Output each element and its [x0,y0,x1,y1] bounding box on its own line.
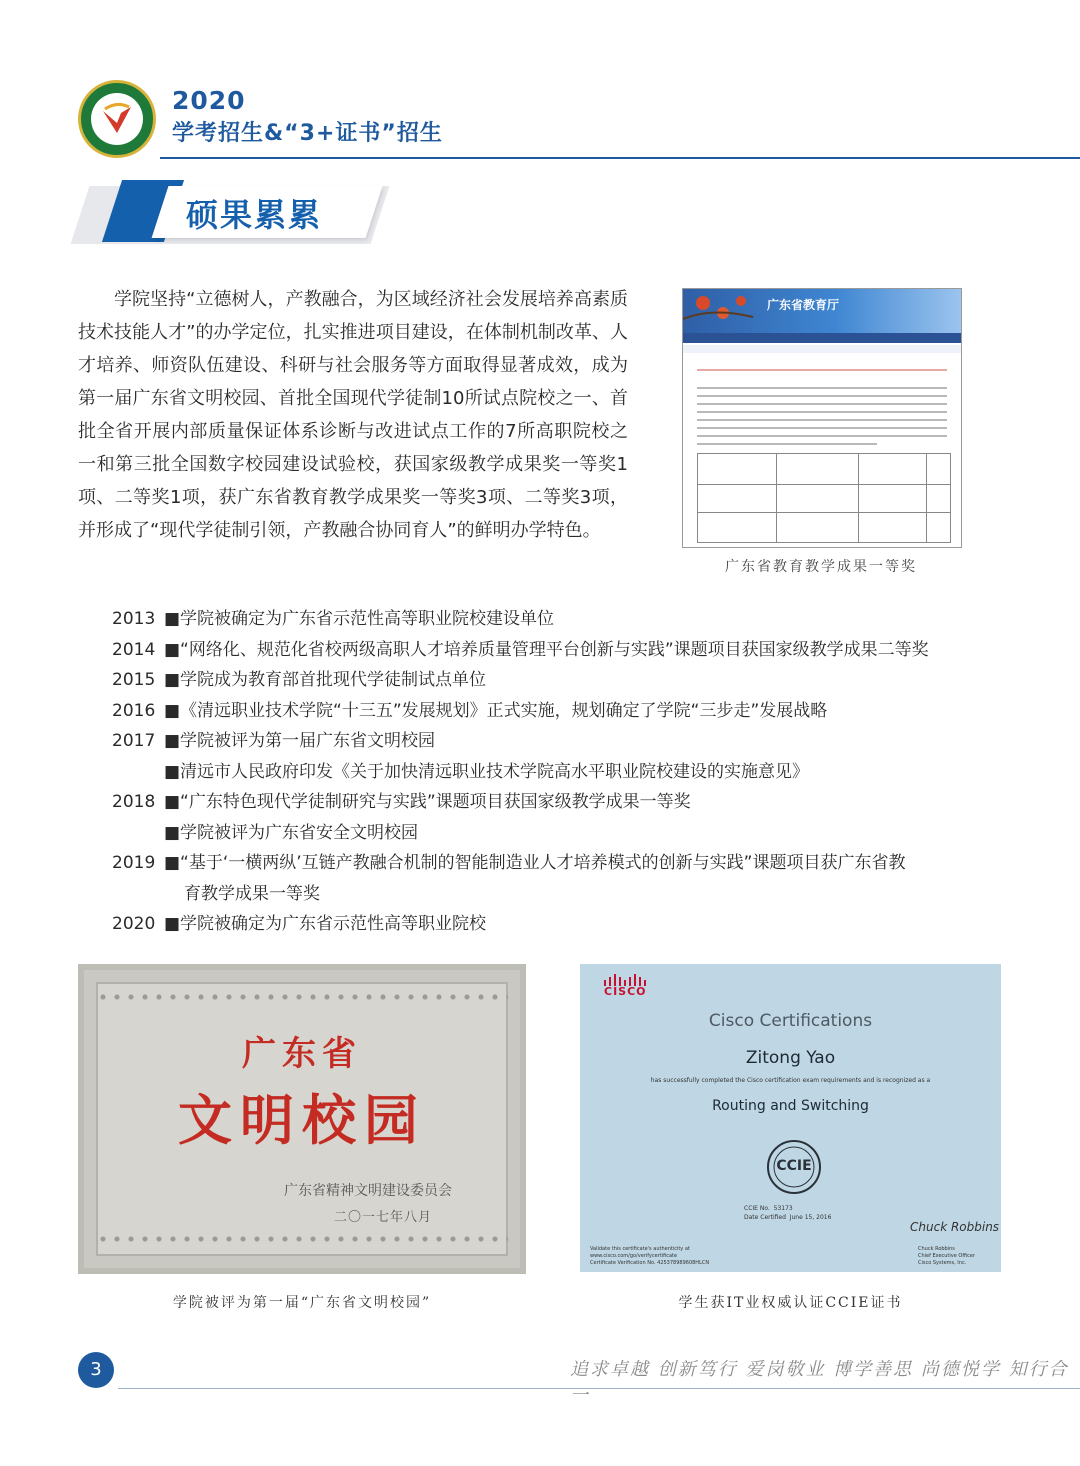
date-label: Date Certified [744,1214,786,1221]
section-title: 硕果累累 [186,196,323,234]
plaque-province: 广东省 [242,1034,362,1074]
edu-breadcrumb-bar [683,345,961,353]
cert-track: Routing and Switching [712,1098,869,1114]
timeline-text: ■学院被评为广东省安全文明校园 [164,822,419,843]
date-certified: June 15, 2016 [789,1214,832,1221]
signature: Chuck Robbins [910,1220,1000,1234]
edu-nav-bar [683,333,961,343]
cert-title: Cisco Certifications [708,1011,873,1031]
timeline-year: 2016 [112,700,156,721]
civilized-campus-plaque [78,964,526,1274]
timeline-year [112,879,154,910]
timeline-text: ■学院被确定为广东省示范性高等职业院校 [164,914,487,934]
timeline-year: 2014 [112,639,156,660]
header-year: 2020 [172,86,246,115]
timeline-row [112,909,1012,940]
verify-line: Certificate Verification No. 425378989608HLCN [590,1260,710,1266]
intro-paragraph: 学院坚持“立德树人，产教融合，为区域经济社会发展培养高素质技术技能人才”的办学定位，扎实推进项目建设，在体制机制改革、人才培养、师资队伍建设、科研与社会服务等方面取得显著成效，成为第一届广东省文明校园、首批全国现代学徒制10所试点院校之一、首批全省开展内部质量保证体系诊断与改进试点工作的7所高职院校之一和第三批全国数字校园建设试验校，获国家级教学成果奖一等奖1项、二等奖1项，获广东省教育教学成果奖一等奖3项、二等奖3项，并形成了“现代学徒制引领，产教融合协同育人”的鲜明办学特色。 [78,289,628,541]
timeline-text: ■学院成为教育部首批现代学徒制试点单位 [164,670,487,690]
flower-branch-icon [683,289,763,333]
plaque-date: 二〇一七年八月 [334,1210,433,1225]
timeline-row [112,635,1012,666]
timeline-year [112,818,154,849]
timeline-row [112,665,1012,696]
edu-image-caption: 广东省教育教学成果一等奖 [725,559,917,575]
edu-text-line [697,403,947,405]
timeline-year: 2020 [112,914,156,934]
ccie-certificate [580,964,1001,1272]
timeline-row [112,848,1012,879]
college-motto: 追求卓越 创新笃行 爱岗敬业 博学善思 尚德悦学 知行合一 [570,1359,1069,1406]
timeline-row [112,696,1012,727]
timeline-year: 2013 [112,609,156,629]
edu-text-line [697,419,947,421]
edu-doc-title-line [697,369,947,371]
plaque-border-ornament [96,1234,508,1244]
timeline-year: 2018 [112,792,156,812]
timeline-text: ■《清远职业技术学院“十三五”发展规划》正式实施，规划确定了学院“三步走”发展战略 [164,700,828,721]
cert-signer [918,1246,975,1267]
signer-company: Cisco Systems, Inc. [918,1260,967,1266]
edu-text-line [697,427,947,429]
cert-caption: 学生获IT业权威认证CCIE证书 [678,1295,903,1311]
plaque-title: 文明校园 [178,1088,426,1152]
header-divider [160,157,1080,159]
education-dept-screenshot [682,288,962,548]
cert-holder-name: Zitong Yao [745,1048,836,1068]
edu-text-line [697,411,947,413]
timeline-year: 2015 [112,670,156,690]
plaque-caption: 学院被评为第一届“广东省文明校园” [172,1295,432,1311]
timeline-row [112,757,1012,788]
timeline-text: ■清远市人民政府印发《关于加快清远职业技术学院高水平职业院校建设的实施意见》 [164,761,810,782]
edu-results-table [697,453,951,543]
timeline-text: ■学院被确定为广东省示范性高等职业院校建设单位 [164,609,555,629]
timeline-year [112,757,154,788]
college-logo [78,80,156,158]
ccie-badge-label: CCIE [776,1158,812,1174]
signer-title: Chief Executive Officer [918,1253,976,1259]
ccie-no-label: CCIE No. [744,1205,770,1212]
timeline-text: ■“基于‘一横两纵’互链产教融合机制的智能制造业人才培养模式的创新与实践”课题项目获广东省教 [164,853,906,873]
verify-line: www.cisco.com/go/verifycertificate [590,1253,678,1259]
edu-text-line [697,395,947,397]
timeline-year: 2017 [112,731,156,751]
timeline-row [112,604,1012,635]
plaque-border-ornament [96,992,508,1002]
timeline-row [112,726,1012,757]
timeline-text: ■“广东特色现代学徒制研究与实践”课题项目获国家级教学成果一等奖 [164,792,691,812]
logo-emblem [91,93,143,145]
ccie-details [744,1204,831,1222]
edu-text-line [697,443,877,445]
signer-name: Chuck Robbins [918,1246,955,1252]
page-number: 3 [78,1352,114,1388]
timeline-text: 育教学成果一等奖 [184,883,320,904]
cert-verification [590,1246,709,1267]
achievement-timeline [112,604,1012,940]
edu-text-line [697,387,947,389]
timeline-row [112,879,1012,910]
header-title: 学考招生&“3+证书”招生 [172,121,443,146]
timeline-row [112,818,1012,849]
ccie-no: 53173 [773,1205,793,1212]
logo-mark-icon [91,93,143,145]
timeline-year: 2019 [112,853,156,873]
verify-line: Validate this certificate's authenticity at [590,1246,690,1252]
plaque-issuer: 广东省精神文明建设委员会 [284,1183,452,1199]
timeline-text: ■学院被评为第一届广东省文明校园 [164,731,436,751]
edu-site-name: 广东省教育厅 [767,298,840,312]
cisco-logo: CISCO [604,985,647,998]
edu-text-line [697,435,947,437]
timeline-text: ■“网络化、规范化省校两级高职人才培养质量管理平台创新与实践”课题项目获国家级教学成果二等奖 [164,639,929,660]
cert-statement: has successfully completed the Cisco certification exam requirements and is recognized as a [650,1077,931,1084]
timeline-row [112,787,1012,818]
